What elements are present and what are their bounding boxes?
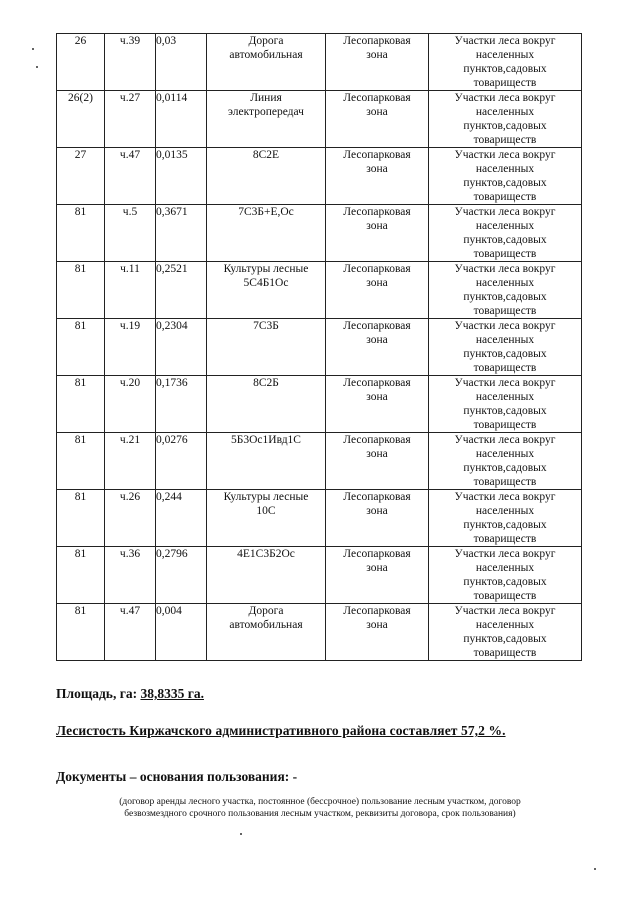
parcel-zone-cell	[326, 433, 429, 490]
parcel-number: 81	[74, 263, 87, 275]
parcel-purpose-cell	[429, 547, 582, 604]
parcel-purpose: Участки леса вокруг населенных пунктов,садовых товариществ	[454, 263, 556, 317]
parcel-use-cell	[207, 34, 326, 91]
parcel-number-cell	[57, 376, 105, 433]
parcel-purpose: Участки леса вокруг населенных пунктов,садовых товариществ	[454, 377, 556, 431]
parcel-area: 0,0114	[156, 92, 188, 104]
parcel-purpose: Участки леса вокруг населенных пунктов,садовых товариществ	[454, 548, 556, 602]
parcel-part: ч.21	[119, 434, 141, 446]
parcel-part: ч.26	[119, 491, 141, 503]
parcel-use: 5Б3Ос1Ивд1С	[231, 434, 301, 446]
parcel-part-cell	[105, 148, 156, 205]
parcel-part-cell	[105, 547, 156, 604]
parcel-area-cell	[156, 148, 207, 205]
parcel-table-body	[57, 34, 582, 661]
parcel-area: 0,0135	[156, 149, 188, 161]
parcel-part-cell	[105, 604, 156, 661]
parcel-zone: Лесопарковая зона	[343, 35, 411, 61]
table-row	[57, 604, 582, 661]
parcel-purpose: Участки леса вокруг населенных пунктов,садовых товариществ	[454, 605, 556, 659]
table-row	[57, 490, 582, 547]
parcel-area-cell	[156, 490, 207, 547]
parcel-use: 8С2Б	[253, 377, 279, 389]
parcel-zone-cell	[326, 262, 429, 319]
parcel-purpose-cell	[429, 34, 582, 91]
parcel-number: 26	[74, 35, 87, 47]
parcel-part-cell	[105, 34, 156, 91]
parcel-purpose-cell	[429, 433, 582, 490]
parcel-zone-cell	[326, 547, 429, 604]
parcel-purpose-cell	[429, 604, 582, 661]
parcel-part-cell	[105, 91, 156, 148]
scan-speck	[32, 48, 34, 50]
parcel-purpose-cell	[429, 148, 582, 205]
parcel-number-cell	[57, 490, 105, 547]
parcel-zone: Лесопарковая зона	[343, 320, 411, 346]
parcel-number-cell	[57, 319, 105, 376]
parcel-number: 81	[74, 320, 87, 332]
parcel-area-cell	[156, 604, 207, 661]
parcel-zone-cell	[326, 205, 429, 262]
parcel-number-cell	[57, 262, 105, 319]
parcel-use: Линия электропередач	[228, 92, 304, 118]
parcel-use-cell	[207, 490, 326, 547]
parcel-zone: Лесопарковая зона	[343, 491, 411, 517]
parcel-use: Культуры лесные 5С4Б1Ос	[223, 263, 309, 289]
area-value: 38,8335 га.	[140, 686, 204, 701]
parcel-use-cell	[207, 148, 326, 205]
parcel-use-cell	[207, 319, 326, 376]
parcel-zone-cell	[326, 376, 429, 433]
table-row	[57, 205, 582, 262]
parcel-zone: Лесопарковая зона	[343, 206, 411, 232]
parcel-purpose-cell	[429, 91, 582, 148]
parcel-area-cell	[156, 319, 207, 376]
parcel-part-cell	[105, 262, 156, 319]
parcel-area: 0,0276	[156, 434, 188, 446]
table-row	[57, 547, 582, 604]
parcel-part: ч.5	[122, 206, 138, 218]
parcel-area: 0,244	[156, 491, 182, 503]
scan-speck	[240, 833, 242, 835]
area-line	[56, 686, 204, 702]
parcel-zone: Лесопарковая зона	[343, 149, 411, 175]
parcel-number: 81	[74, 548, 87, 560]
parcel-use-cell	[207, 205, 326, 262]
table-row	[57, 91, 582, 148]
parcel-area: 0,3671	[156, 206, 188, 218]
parcel-purpose-cell	[429, 376, 582, 433]
parcel-purpose-cell	[429, 490, 582, 547]
table-row	[57, 34, 582, 91]
parcel-use: 7С3Б+Е,Ос	[238, 206, 294, 218]
parcel-zone-cell	[326, 604, 429, 661]
parcel-number-cell	[57, 205, 105, 262]
parcel-purpose: Участки леса вокруг населенных пунктов,садовых товариществ	[454, 149, 556, 203]
parcel-zone-cell	[326, 91, 429, 148]
parcel-number: 81	[74, 434, 87, 446]
parcel-zone-cell	[326, 490, 429, 547]
parcel-purpose-cell	[429, 205, 582, 262]
parcel-part: ч.36	[119, 548, 141, 560]
parcel-part: ч.11	[120, 263, 140, 275]
parcel-part: ч.20	[119, 377, 141, 389]
parcel-number-cell	[57, 433, 105, 490]
parcel-zone-cell	[326, 148, 429, 205]
parcel-zone: Лесопарковая зона	[343, 548, 411, 574]
parcel-zone: Лесопарковая зона	[343, 434, 411, 460]
parcel-zone-cell	[326, 319, 429, 376]
parcel-area: 0,2521	[156, 263, 188, 275]
parcel-number: 26(2)	[68, 92, 93, 104]
area-label: Площадь, га:	[56, 686, 138, 701]
parcel-use-cell	[207, 547, 326, 604]
parcel-number: 81	[74, 206, 87, 218]
parcel-number: 81	[74, 605, 87, 617]
parcel-part-cell	[105, 433, 156, 490]
parcel-zone: Лесопарковая зона	[343, 377, 411, 403]
parcel-use: Дорога автомобильная	[229, 35, 303, 61]
parcel-part: ч.39	[119, 35, 141, 47]
parcel-purpose: Участки леса вокруг населенных пунктов,садовых товариществ	[454, 92, 556, 146]
parcel-zone: Лесопарковая зона	[343, 605, 411, 631]
parcel-use-cell	[207, 604, 326, 661]
parcel-area-cell	[156, 262, 207, 319]
parcel-use: 7С3Б	[253, 320, 279, 332]
forest-cover-line: Лесистость Киржачского административного района составляет 57,2 %.	[56, 723, 506, 738]
parcel-area-cell	[156, 205, 207, 262]
parcel-area-cell	[156, 34, 207, 91]
parcel-number: 81	[74, 491, 87, 503]
parcel-use: Дорога автомобильная	[229, 605, 303, 631]
table-row	[57, 376, 582, 433]
parcel-area: 0,1736	[156, 377, 188, 389]
parcel-purpose: Участки леса вокруг населенных пунктов,садовых товариществ	[454, 206, 556, 260]
parcel-area-cell	[156, 547, 207, 604]
parcel-number: 81	[74, 377, 87, 389]
parcel-table	[56, 33, 582, 661]
table-row	[57, 433, 582, 490]
documents-note: (договор аренды лесного участка, постоянное (бессрочное) пользование лесным участком, договор безвозмездного срочного пользования лесным участком, реквизиты договора, срок пользования)	[119, 797, 521, 819]
parcel-use: Культуры лесные 10С	[223, 491, 309, 517]
parcel-part-cell	[105, 319, 156, 376]
parcel-area: 0,004	[156, 605, 182, 617]
parcel-area: 0,03	[156, 35, 177, 47]
parcel-purpose-cell	[429, 319, 582, 376]
scan-speck	[36, 66, 38, 68]
table-row	[57, 319, 582, 376]
parcel-number: 27	[74, 149, 87, 161]
parcel-purpose: Участки леса вокруг населенных пунктов,садовых товариществ	[454, 434, 556, 488]
table-row	[57, 148, 582, 205]
parcel-number-cell	[57, 604, 105, 661]
parcel-part: ч.19	[119, 320, 141, 332]
parcel-area: 0,2304	[156, 320, 188, 332]
parcel-zone: Лесопарковая зона	[343, 263, 411, 289]
parcel-purpose: Участки леса вокруг населенных пунктов,садовых товариществ	[454, 491, 556, 545]
parcel-zone-cell	[326, 34, 429, 91]
parcel-part-cell	[105, 376, 156, 433]
parcel-use-cell	[207, 262, 326, 319]
parcel-part: ч.47	[119, 605, 141, 617]
parcel-number-cell	[57, 547, 105, 604]
parcel-area-cell	[156, 91, 207, 148]
scan-speck	[594, 868, 596, 870]
parcel-area-cell	[156, 433, 207, 490]
parcel-number-cell	[57, 148, 105, 205]
documents-heading: Документы – основания пользования: -	[56, 769, 298, 784]
parcel-use-cell	[207, 376, 326, 433]
parcel-purpose: Участки леса вокруг населенных пунктов,садовых товариществ	[454, 35, 556, 89]
parcel-part: ч.27	[119, 92, 141, 104]
parcel-use-cell	[207, 91, 326, 148]
parcel-purpose-cell	[429, 262, 582, 319]
parcel-area: 0,2796	[156, 548, 188, 560]
parcel-part: ч.47	[119, 149, 141, 161]
parcel-area-cell	[156, 376, 207, 433]
parcel-use-cell	[207, 433, 326, 490]
parcel-zone: Лесопарковая зона	[343, 92, 411, 118]
parcel-part-cell	[105, 205, 156, 262]
parcel-purpose: Участки леса вокруг населенных пунктов,садовых товариществ	[454, 320, 556, 374]
parcel-number-cell	[57, 91, 105, 148]
table-row	[57, 262, 582, 319]
parcel-part-cell	[105, 490, 156, 547]
parcel-use: 4Е1С3Б2Ос	[237, 548, 295, 560]
parcel-use: 8С2Е	[252, 149, 280, 161]
parcel-number-cell	[57, 34, 105, 91]
